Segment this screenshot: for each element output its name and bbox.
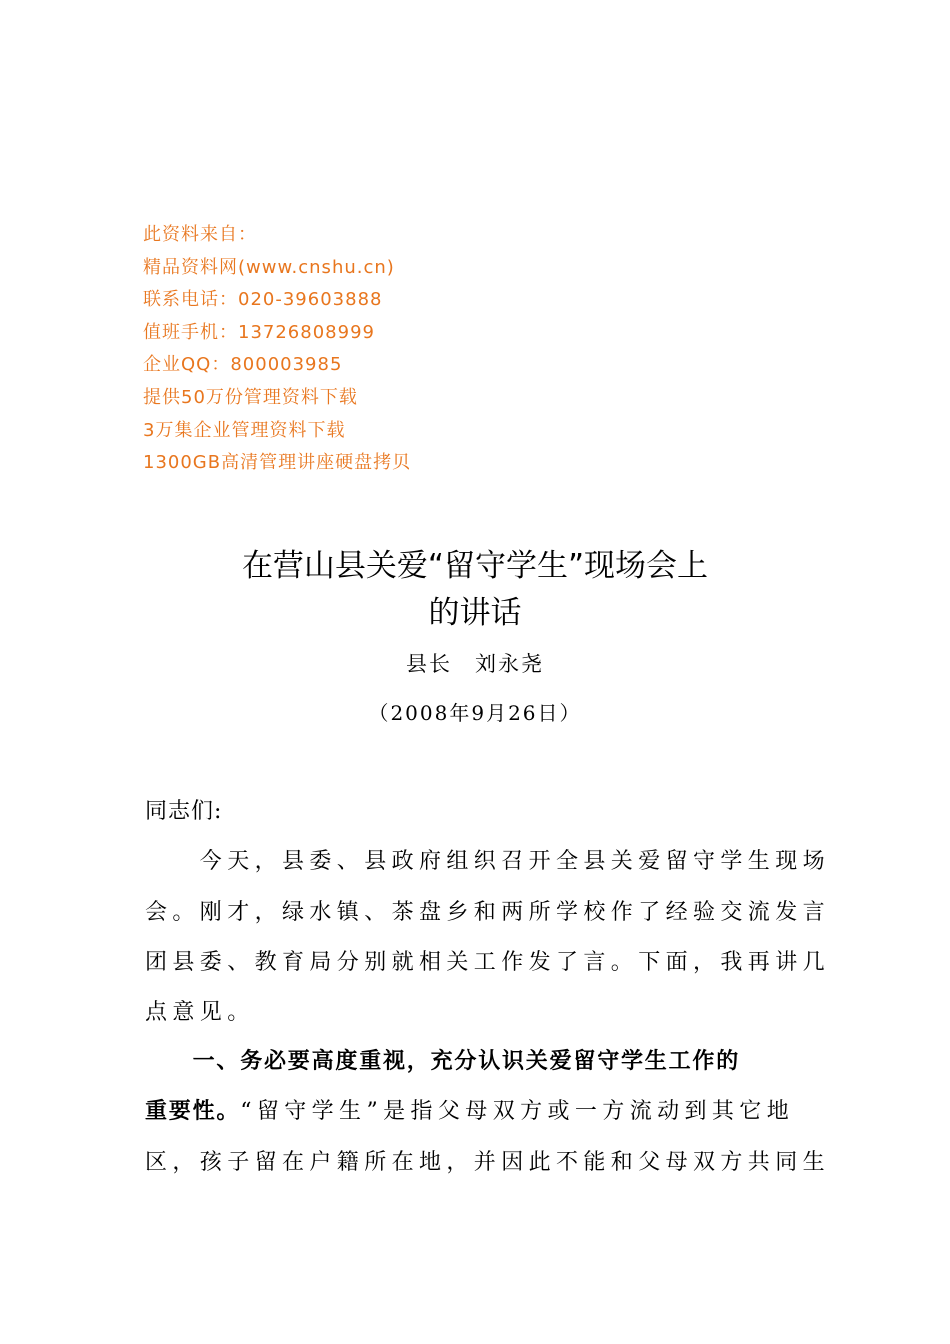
source-line: 值班手机：13726808999	[143, 321, 375, 343]
section-line	[145, 1095, 810, 1129]
document-title-line2: 的讲话	[428, 595, 522, 631]
source-line: 提供50万份管理资料下载	[143, 386, 358, 408]
source-line: 1300GB高清管理讲座硬盘拷贝	[143, 452, 412, 474]
paragraph-line: 团县委、教育局分别就相关工作发了言。下面，我再讲几	[145, 950, 831, 975]
source-line: 企业QQ：800003985	[143, 354, 343, 376]
source-line: 3万集企业管理资料下载	[143, 419, 346, 441]
section-line: 区，孩子留在户籍所在地，并因此不能和父母双方共同生	[145, 1150, 831, 1175]
document-title-line1: 在营山县关爱“留守学生”现场会上	[241, 548, 709, 584]
section-heading-end: 重要性。	[145, 1099, 241, 1124]
section-heading-line: 一、务必要高度重视，充分认识关爱留守学生工作的	[145, 1049, 741, 1074]
source-info-block	[143, 219, 703, 480]
section-text: “留守学生”是指父母双方或一方流动到其它地	[240, 1099, 795, 1124]
paragraph-line: 今天，县委、县政府组织召开全县关爱留守学生现场	[145, 849, 831, 874]
greeting: 同志们:	[145, 799, 223, 824]
paragraph-line: 点意见。	[145, 1000, 255, 1025]
document-date: （2008年9月26日）	[368, 701, 582, 725]
source-line: 精品资料网(www.cnshu.cn)	[143, 256, 395, 278]
source-line: 此资料来自：	[143, 224, 257, 245]
paragraph-line: 会。刚才，绿水镇、茶盘乡和两所学校作了经验交流发言	[145, 900, 831, 925]
source-line: 联系电话：020-39603888	[143, 289, 383, 311]
document-author: 县长 刘永尧	[406, 652, 544, 676]
